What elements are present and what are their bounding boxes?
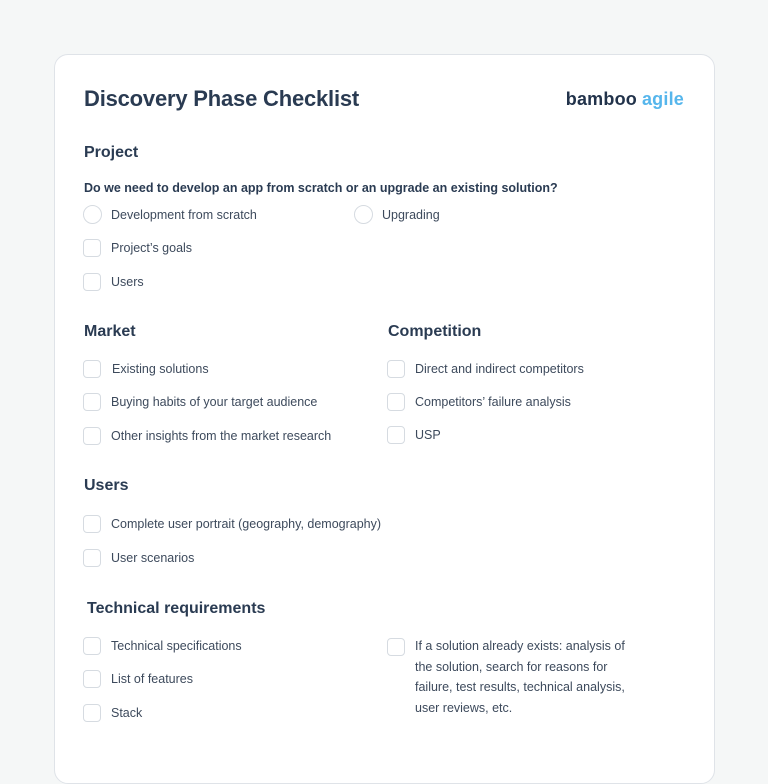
checkbox-label: Complete user portrait (geography, demography) [111, 517, 382, 531]
checkbox-direct-indirect-competitors[interactable] [387, 360, 584, 378]
checkbox-competitors-failure-analysis[interactable] [387, 393, 571, 411]
page-title: Discovery Phase Checklist [84, 86, 360, 111]
section-heading-competition: Competition [388, 323, 482, 340]
checkbox-label: Other insights from the market research [111, 429, 332, 443]
radio-circle-icon[interactable] [83, 205, 102, 224]
checkbox-label: Buying habits of your target audience [111, 395, 318, 409]
checkbox-icon[interactable] [83, 393, 101, 411]
checkbox-icon[interactable] [83, 704, 101, 722]
checklist-card [54, 54, 715, 784]
checkbox-label: Project’s goals [111, 241, 193, 255]
radio-upgrading[interactable] [354, 205, 440, 224]
checkbox-label: Technical specifications [111, 639, 242, 653]
section-heading-project: Project [84, 144, 139, 161]
checkbox-icon[interactable] [387, 360, 405, 378]
checkbox-label: If a solution already exists: analysis of the solution, search for reasons for failure, test results, technical analysis, user reviews, etc. [415, 639, 625, 715]
checkbox-label: Existing solutions [112, 362, 209, 376]
checkbox-icon[interactable] [387, 638, 405, 656]
checkbox-buying-habits[interactable] [83, 393, 317, 411]
checkbox-label: Direct and indirect competitors [415, 362, 584, 376]
checkbox-icon[interactable] [387, 393, 405, 411]
checkbox-label: Competitors’ failure analysis [415, 395, 571, 409]
checkbox-users[interactable] [83, 273, 144, 291]
section-heading-users: Users [84, 477, 129, 494]
checkbox-usp[interactable] [387, 426, 441, 444]
checkbox-icon[interactable] [83, 637, 101, 655]
checkbox-icon[interactable] [83, 670, 101, 688]
checkbox-existing-solution-analysis[interactable] [387, 638, 630, 718]
radio-development-from-scratch[interactable] [83, 205, 257, 224]
checkbox-user-scenarios[interactable] [83, 549, 194, 567]
checkbox-existing-solutions[interactable] [83, 360, 209, 378]
checkbox-icon[interactable] [83, 549, 101, 567]
checkbox-icon[interactable] [83, 427, 101, 445]
checkbox-label: USP [415, 428, 441, 442]
checkbox-complete-user-portrait[interactable] [83, 515, 381, 533]
logo-primary: bamboo [565, 89, 637, 109]
checkbox-icon[interactable] [83, 239, 101, 257]
checkbox-technical-specifications[interactable] [83, 637, 242, 655]
checkbox-label: Stack [111, 706, 143, 720]
section-heading-market: Market [84, 323, 136, 340]
project-question: Do we need to develop an app from scratch or an upgrade an existing solution? [84, 181, 558, 195]
radio-label: Development from scratch [111, 207, 257, 222]
brand-logo [566, 89, 684, 110]
checkbox-icon[interactable] [387, 426, 405, 444]
checkbox-icon[interactable] [83, 360, 101, 378]
section-heading-technical-requirements: Technical requirements [87, 600, 266, 617]
checkbox-list-of-features[interactable] [83, 670, 193, 688]
checkbox-projects-goals[interactable] [83, 239, 192, 257]
checkbox-other-insights[interactable] [83, 427, 331, 445]
checkbox-stack[interactable] [83, 704, 142, 722]
checkbox-icon[interactable] [83, 515, 101, 533]
checkbox-label: Users [111, 275, 144, 289]
radio-circle-icon[interactable] [354, 205, 373, 224]
checkbox-icon[interactable] [83, 273, 101, 291]
logo-secondary: agile [641, 89, 684, 109]
checkbox-label: List of features [111, 672, 193, 686]
checkbox-label: User scenarios [111, 551, 195, 565]
radio-label: Upgrading [382, 207, 440, 222]
